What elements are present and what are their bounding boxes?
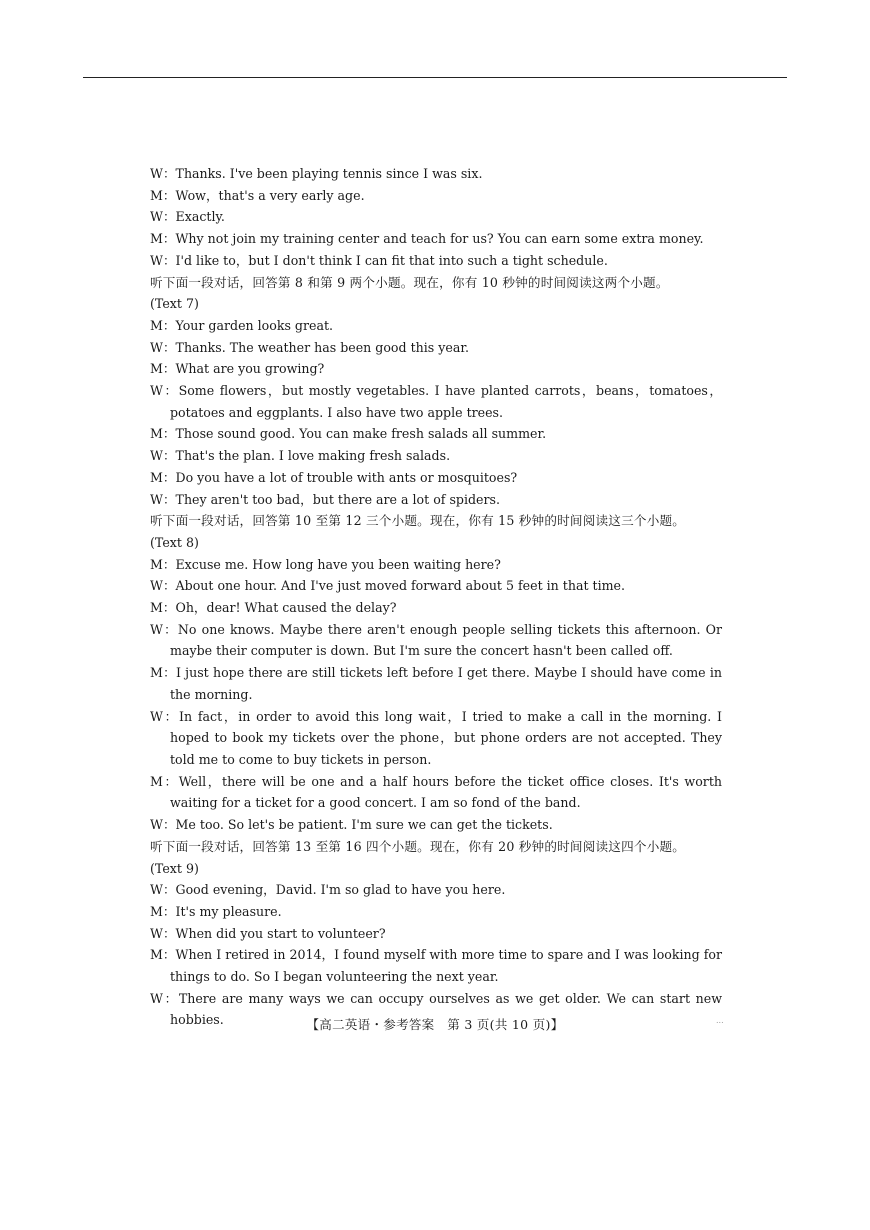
dialogue-line: W：Thanks. I've been playing tennis since I was six. xyxy=(150,166,483,181)
dialogue-line: M：Well，there will be one and a half hours before the ticket office closes. It's worth waiting for a ticket for a good concert. I am so fond of the band. xyxy=(150,773,722,811)
transcript-body xyxy=(150,163,722,1031)
dialogue-line: W：Thanks. The weather has been good this year. xyxy=(150,339,469,355)
dialogue-line: W：Good evening，David. I'm so glad to have you here. xyxy=(150,882,506,898)
dialogue-line: M：Oh，dear! What caused the delay? xyxy=(150,600,397,616)
dialogue-line: W：Exactly. xyxy=(150,209,225,225)
dialogue-line: W：Some flowers，but mostly vegetables. I have planted carrots，beans，tomatoes，potatoes and eggplants. I also have two apple trees. xyxy=(150,383,722,420)
dialogue-line: W：No one knows. Maybe there aren't enough people selling tickets this afternoon. Or maybe their computer is down. But I'm sure the concert hasn't been called off. xyxy=(150,621,722,659)
dialogue-line: W：I'd like to，but I don't think I can fit that into such a tight schedule. xyxy=(150,252,608,268)
dialogue-line: W：When did you start to volunteer? xyxy=(150,925,386,941)
text-heading: (Text 7) xyxy=(150,296,199,312)
page-footer: 【高二英语・参考答案 第 3 页(共 10 页)】 xyxy=(306,1017,564,1032)
dialogue-line: M：Why not join my training center and teach for us? You can earn some extra money. xyxy=(150,231,704,247)
dialogue-line: M：Wow，that's a very early age. xyxy=(150,187,365,203)
dialogue-line: W：About one hour. And I've just moved forward about 5 feet in that time. xyxy=(150,578,626,594)
dialogue-line: W：In fact，in order to avoid this long wait，I tried to make a call in the morning. I hoped to book my tickets over the phone，but phone orders are not accepted. They told me to come to buy tickets in person. xyxy=(150,708,722,767)
text-heading: (Text 9) xyxy=(150,860,199,876)
header-rule xyxy=(83,77,787,78)
instruction-line: 听下面一段对话，回答第 13 至第 16 四个小题。现在，你有 20 秒钟的时间阅读这四个小题。 xyxy=(150,838,686,854)
dialogue-line: W：There are many ways we can occupy ourselves as we get older. We can start new hobbies. xyxy=(150,990,722,1028)
dialogue-line: M：Excuse me. How long have you been waiting here? xyxy=(150,556,501,572)
text-heading: (Text 8) xyxy=(150,534,199,550)
footer-mark: ... xyxy=(716,1016,724,1025)
dialogue-line: M：I just hope there are still tickets left before I get there. Maybe I should have come in the morning. xyxy=(150,665,722,702)
dialogue-line: W：Me too. So let's be patient. I'm sure we can get the tickets. xyxy=(150,817,553,833)
dialogue-line: M：What are you growing? xyxy=(150,361,325,377)
dialogue-line: M：Your garden looks great. xyxy=(150,317,334,333)
dialogue-line: M：When I retired in 2014，I found myself with more time to spare and I was looking for things to do. So I began volunteering the next year. xyxy=(150,947,722,985)
instruction-line: 听下面一段对话，回答第 10 至第 12 三个小题。现在，你有 15 秒钟的时间阅读这三个小题。 xyxy=(150,513,686,529)
dialogue-line: W：They aren't too bad，but there are a lot of spiders. xyxy=(150,491,500,507)
dialogue-line: M：It's my pleasure. xyxy=(150,903,282,919)
dialogue-line: M：Do you have a lot of trouble with ants or mosquitoes? xyxy=(150,469,518,485)
dialogue-line: M：Those sound good. You can make fresh salads all summer. xyxy=(150,426,547,442)
instruction-line: 听下面一段对话，回答第 8 和第 9 两个小题。现在，你有 10 秒钟的时间阅读这两个小题。 xyxy=(150,274,669,290)
dialogue-line: W：That's the plan. I love making fresh salads. xyxy=(150,448,451,464)
